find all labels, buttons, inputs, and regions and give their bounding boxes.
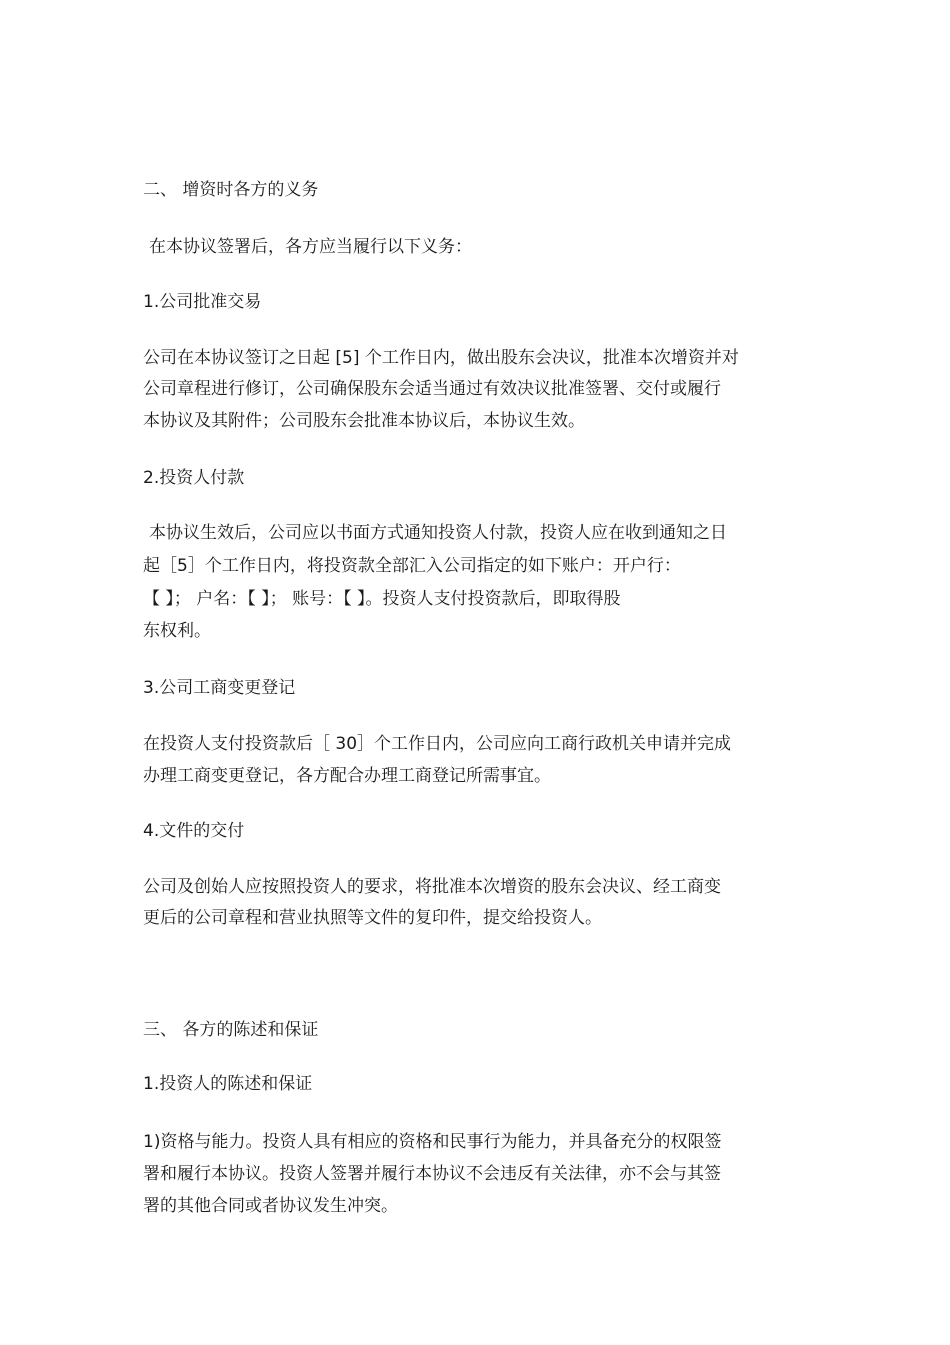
item-title-registration: 3.公司工商变更登记 — [143, 678, 296, 698]
paragraph-line: 公司及创始人应按照投资人的要求，将批准本次增资的股东会决议、经工商变 — [143, 877, 721, 897]
paragraph-line: 1)资格与能力。投资人具有相应的资格和民事行为能力，并具备充分的权限签 — [143, 1132, 722, 1152]
paragraph-line: 署的其他合同或者协议发生冲突。 — [143, 1196, 398, 1216]
section-heading-representations: 三、 各方的陈述和保证 — [143, 1020, 319, 1040]
item-title-payment: 2.投资人付款 — [143, 468, 245, 488]
sub-heading-investor: 1.投资人的陈述和保证 — [143, 1074, 313, 1094]
paragraph-line: 本协议生效后，公司应以书面方式通知投资人付款，投资人应在收到通知之日 — [149, 523, 727, 543]
paragraph-line: 【 】； 户名：【 】； 账号：【 】。投资人支付投资款后，即取得股 — [143, 589, 621, 609]
paragraph-line: 公司章程进行修订，公司确保股东会适当通过有效决议批准签署、交付或履行 — [143, 379, 721, 399]
paragraph-line: 起［5］个工作日内，将投资款全部汇入公司指定的如下账户：开户行： — [143, 556, 681, 576]
section-intro: 在本协议签署后，各方应当履行以下义务： — [149, 237, 472, 257]
paragraph-line: 公司在本协议签订之日起 [5] 个工作日内，做出股东会决议，批准本次增资并对 — [143, 348, 739, 368]
paragraph-line: 办理工商变更登记，各方配合办理工商登记所需事宜。 — [143, 766, 551, 786]
paragraph-line: 在投资人支付投资款后［ 30］个工作日内，公司应向工商行政机关申请并完成 — [143, 734, 732, 754]
item-title-delivery: 4.文件的交付 — [143, 821, 245, 841]
item-title-approval: 1.公司批准交易 — [143, 292, 262, 312]
paragraph-line: 本协议及其附件；公司股东会批准本协议后，本协议生效。 — [143, 411, 585, 431]
paragraph-line: 署和履行本协议。投资人签署并履行本协议不会违反有关法律，亦不会与其签 — [143, 1164, 721, 1184]
paragraph-line: 东权利。 — [143, 621, 211, 641]
section-heading-obligations: 二、 增资时各方的义务 — [143, 180, 319, 200]
paragraph-line: 更后的公司章程和营业执照等文件的复印件，提交给投资人。 — [143, 908, 602, 928]
